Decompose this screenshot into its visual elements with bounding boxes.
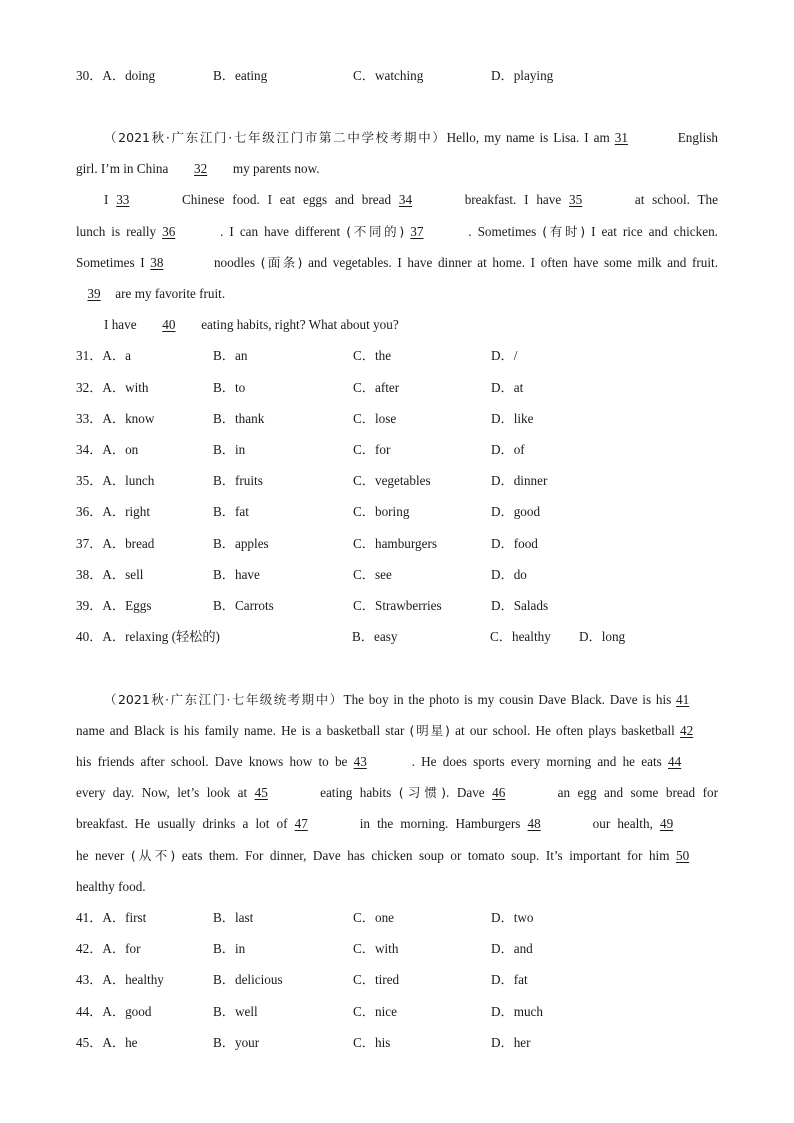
- option-b: B．eating: [213, 68, 268, 83]
- passage-line: I 33 Chinese food. I eat eggs and bread 34 breakfast. I have 35 at school. The: [104, 190, 718, 210]
- blank-47: 47: [294, 816, 308, 831]
- passage-line: （2021秋·广东江门·七年级江门市第二中学校考期中）Hello, my name is Lisa. I am 31 English: [104, 128, 718, 148]
- blank-32: 32: [194, 161, 208, 176]
- blank-31: 31: [614, 130, 628, 145]
- blank-41: 41: [676, 692, 690, 707]
- passage-line: breakfast. He usually drinks a lot of 47 in the morning. Hamburgers 48 our health, 49: [76, 814, 718, 834]
- blank-45: 45: [254, 785, 268, 800]
- blank-37: 37: [410, 224, 424, 239]
- passage-line: Sometimes I 38 noodles (面条) and vegetables. I have dinner at home. I often have some milk and fruit.: [76, 253, 718, 273]
- blank-36: 36: [162, 224, 176, 239]
- passage-line: his friends after school. Dave knows how to be 43 . He does sports every morning and he eats 44: [76, 752, 718, 772]
- blank-44: 44: [668, 754, 682, 769]
- option-d: D．playing: [491, 68, 554, 83]
- blank-34: 34: [398, 192, 413, 207]
- passage-line: every day. Now, let’s look at 45 eating habits (习惯). Dave 46 an egg and some bread for: [76, 783, 718, 803]
- document-page: 30．A．doing B．eating C．watching D．playing （2021秋·广东江门·七年级江门市第二中学校考期中）Hello, my name is Lisa. I am 31 English girl. I’m in China 32 my parents now. I 33 Chinese food. I eat eggs and bread 34 breakfast. I have 35 at school. The lunch is really 36 . I can have different (不同的) 37 . Sometimes (有时) I eat rice and chicken. Sometimes I 38 noodles (面条) and vegetables. I have dinner at home. I often have some milk and fruit. 39 are my favorite fruit. I have 40 eating habits, right? What about you? 31．A．a B．an C．the D．/ 32．A．with B．to C．after D．at 33．A．know B．thank C．lose D．like 34．A．on B．in C．for D．of 35．A．lunch B．fruits C．vegetables D．dinner 36．A．right B．fat C．boring D．good 37．A．bread B．apples C．hamburgers D．food 38．A．sell B．have C．see D．do 39．A．Eggs B．Carrots C．Strawberries D．Salads 40．A．relaxing (轻松的) B．easy C．healthy D．long （2021秋·广东江门·七年级统考期中）The boy in the photo is my cousin Dave Black. Dave is his 41 name and Black is his family name. He is a basketball star (明星) at our school. He often plays basketball 42 his friends after school. Dave knows how to be 43 . He does sports every morning and he eats 44 every day. Now, let’s look at 45 eating habits (习惯). Dave 46 an egg and some bread for breakfast. He usually drinks a lot of 47 in the morning. Hamburgers 48 our health, 49 he never (从不) eats them. For dinner, Dave has chicken soup or tomato soup. It’s important for him 50 healthy food. 41．A．first B．last C．one D．two 42．A．for B．in C．with D．and 43．A．healthy B．delicious C．tired D．fat 44．A．good B．well C．nice D．much 45．A．he B．your C．his D．her: [76, 68, 718, 1050]
- blank-50: 50: [676, 848, 690, 863]
- source-note: （2021秋·广东江门·七年级统考期中）: [104, 692, 344, 707]
- passage-line: healthy food.: [76, 879, 146, 894]
- blank-39: 39: [87, 286, 101, 301]
- passage-line: 39 are my favorite fruit.: [76, 284, 718, 304]
- passage-line: he never (从不) eats them. For dinner, Dave has chicken soup or tomato soup. It’s important for him 50: [76, 846, 718, 866]
- passage-line: I have 40 eating habits, right? What about you?: [104, 315, 718, 335]
- blank-42: 42: [679, 723, 694, 738]
- option-c: C．watching: [353, 68, 424, 83]
- passage-line: name and Black is his family name. He is a basketball star (明星) at our school. He often plays basketball 42: [76, 721, 718, 741]
- blank-49: 49: [659, 816, 674, 831]
- passage-line: （2021秋·广东江门·七年级统考期中）The boy in the photo is my cousin Dave Black. Dave is his 41: [104, 690, 718, 710]
- blank-48: 48: [527, 816, 541, 831]
- blank-40: 40: [162, 317, 176, 332]
- passage-line: lunch is really 36 . I can have different (不同的) 37 . Sometimes (有时) I eat rice and chicken.: [76, 222, 718, 242]
- blank-38: 38: [150, 255, 164, 270]
- blank-46: 46: [492, 785, 506, 800]
- option-a: 30．A．doing: [76, 68, 156, 83]
- blank-35: 35: [569, 192, 583, 207]
- passage-line: girl. I’m in China 32 my parents now.: [76, 159, 718, 179]
- source-note: （2021秋·广东江门·七年级江门市第二中学校考期中）: [104, 130, 447, 145]
- blank-43: 43: [353, 754, 367, 769]
- blank-33: 33: [116, 192, 130, 207]
